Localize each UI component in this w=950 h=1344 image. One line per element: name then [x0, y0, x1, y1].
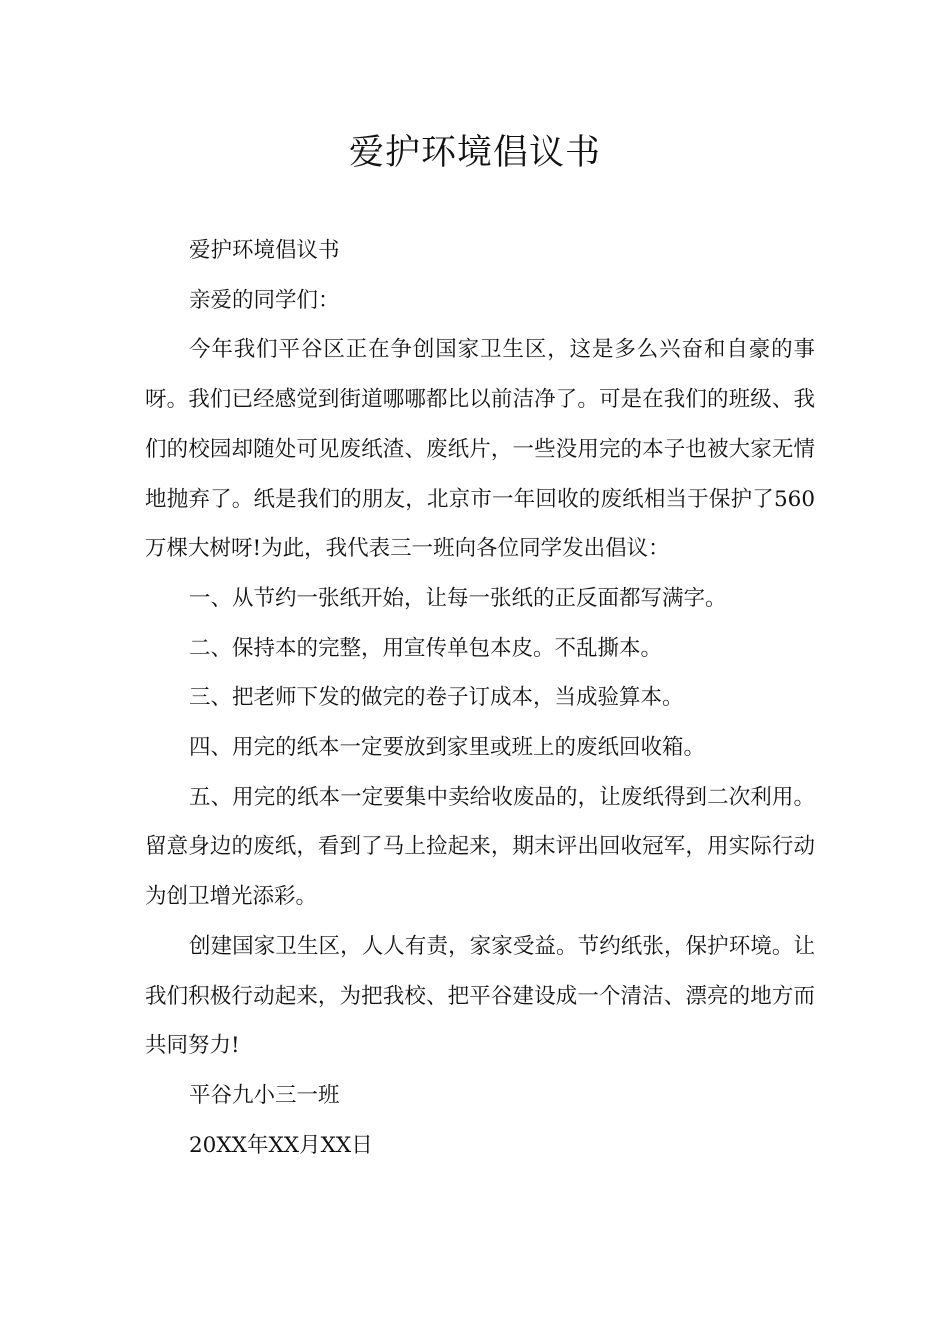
salutation-paragraph: 亲爱的同学们： — [189, 287, 340, 313]
proposal-item-4: 四、用完的纸本一定要放到家里或班上的废纸回收箱。 — [189, 735, 706, 761]
subtitle-paragraph: 爱护环境倡议书 — [189, 238, 340, 263]
proposal-item-3: 三、把老师下发的做完的卷子订成本，当成验算本。 — [189, 685, 684, 711]
closing-paragraph: 创建国家卫生区，人人有责，家家受益。节约纸张，保护环境。让我们积极行动起来，为把我校、把平谷建设成一个清洁、漂亮的地方而共同努力! — [145, 933, 815, 1059]
proposal-item-2: 二、保持本的完整，用宣传单包本皮。不乱撕本。 — [189, 635, 663, 661]
date-line: 20XX年XX月XX日 — [189, 1132, 373, 1158]
document-body — [145, 226, 815, 1170]
intro-paragraph: 今年我们平谷区正在争创国家卫生区，这是多么兴奋和自豪的事呀。我们已经感觉到街道哪哪都比以前洁净了。可是在我们的班级、我们的校园却随处可见废纸渣、废纸片，一些没用完的本子也被大家无情地抛弃了。纸是我们的朋友，北京市一年回收的废纸相当于保护了560万棵大树呀!为此，我代表三一班向各位同学发出倡议： — [145, 337, 815, 562]
signature-line: 平谷九小三一班 — [189, 1082, 340, 1108]
document-title: 爱护环境倡议书 — [348, 133, 601, 173]
proposal-item-1: 一、从节约一张纸开始，让每一张纸的正反面都写满字。 — [189, 585, 727, 611]
proposal-item-5: 五、用完的纸本一定要集中卖给收废品的，让废纸得到二次利用。留意身边的废纸，看到了马上捡起来，期末评出回收冠军，用实际行动为创卫增光添彩。 — [145, 784, 815, 910]
